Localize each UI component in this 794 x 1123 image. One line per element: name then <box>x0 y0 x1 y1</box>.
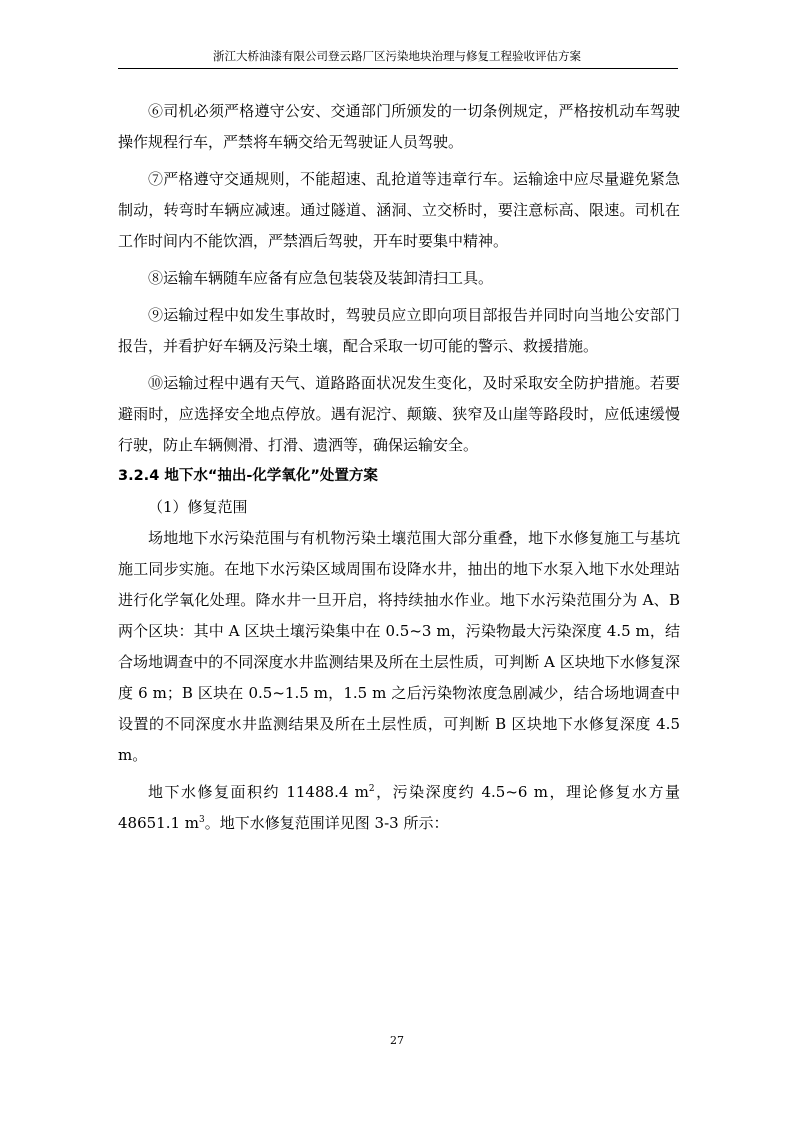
paragraph-item-6: ⑥司机必须严格遵守公安、交通部门所颁发的一切条例规定，严格按机动车驾驶操作规程行车，严禁将车辆交给无驾驶证人员驾驶。 <box>118 102 680 151</box>
header-divider <box>118 68 678 69</box>
page-number: 27 <box>390 1034 404 1047</box>
section-heading: 3.2.4 地下水“抽出-化学氧化”处置方案 <box>118 468 378 484</box>
area-text: 地下水修复面积约 11488.4 m <box>148 783 369 801</box>
section-body-paragraph: 场地地下水污染范围与有机物污染土壤范围大部分重叠，地下水修复施工与基坑施工同步实施。在地下水污染区域周围布设降水井，抽出的地下水泵入地下水处理站进行化学氧化处理。降水井一旦开启，将持续抽水作业。地下水污染范围分为 A、B 两个区块：其中 A 区块土壤污染集中在 0.5~3 m，污染物最大污染深度 4.5 m，结合场地调查中的不同深度水井监测结果及所在土层性质，可判断 A 区块地下水修复深度 6 m；B 区块在 0.5~1.5 m，1.5 m 之后污染物浓度急剧减少，结合场地调查中设置的不同深度水井监测结果及所在土层性质，可判断 B 区块地下水修复深度 4.5 m。 <box>118 529 680 764</box>
running-header: 浙江大桥油漆有限公司登云路厂区污染地块治理与修复工程验收评估方案 <box>213 49 581 63</box>
area-summary-paragraph <box>118 777 680 839</box>
paragraph-item-7: ⑦严格遵守交通规则，不能超速、乱抢道等违章行车。运输途中应尽量避免紧急制动，转弯时车辆应减速。通过隧道、涵洞、立交桥时，要注意标高、限速。司机在工作时间内不能饮酒，严禁酒后驾驶，开车时要集中精神。 <box>118 170 680 250</box>
depth-volume-text: ，污染深度约 4.5~6 m，理论修复水方量 48651.1 m <box>118 783 681 832</box>
subsection-heading: （1）修复范围 <box>148 498 248 516</box>
area-unit-superscript: 2 <box>368 784 375 794</box>
paragraph-item-9: ⑨运输过程中如发生事故时，驾驶员应立即向项目部报告并同时向当地公安部门报告，并看护好车辆及污染土壤，配合采取一切可能的警示、救援措施。 <box>118 306 680 355</box>
paragraph-item-8: ⑧运输车辆随车应备有应急包装袋及装卸清扫工具。 <box>148 269 494 287</box>
document-body <box>118 96 680 839</box>
volume-unit-superscript: 3 <box>199 815 205 825</box>
figure-reference-text: 。地下水修复范围详见图 3-3 所示： <box>204 814 449 832</box>
paragraph-item-10: ⑩运输过程中遇有天气、道路路面状况发生变化，及时采取安全防护措施。若要避雨时，应选择安全地点停放。遇有泥泞、颠簸、狭窄及山崖等路段时，应低速缓慢行驶，防止车辆侧滑、打滑、遗洒等，确保运输安全。 <box>118 374 680 454</box>
